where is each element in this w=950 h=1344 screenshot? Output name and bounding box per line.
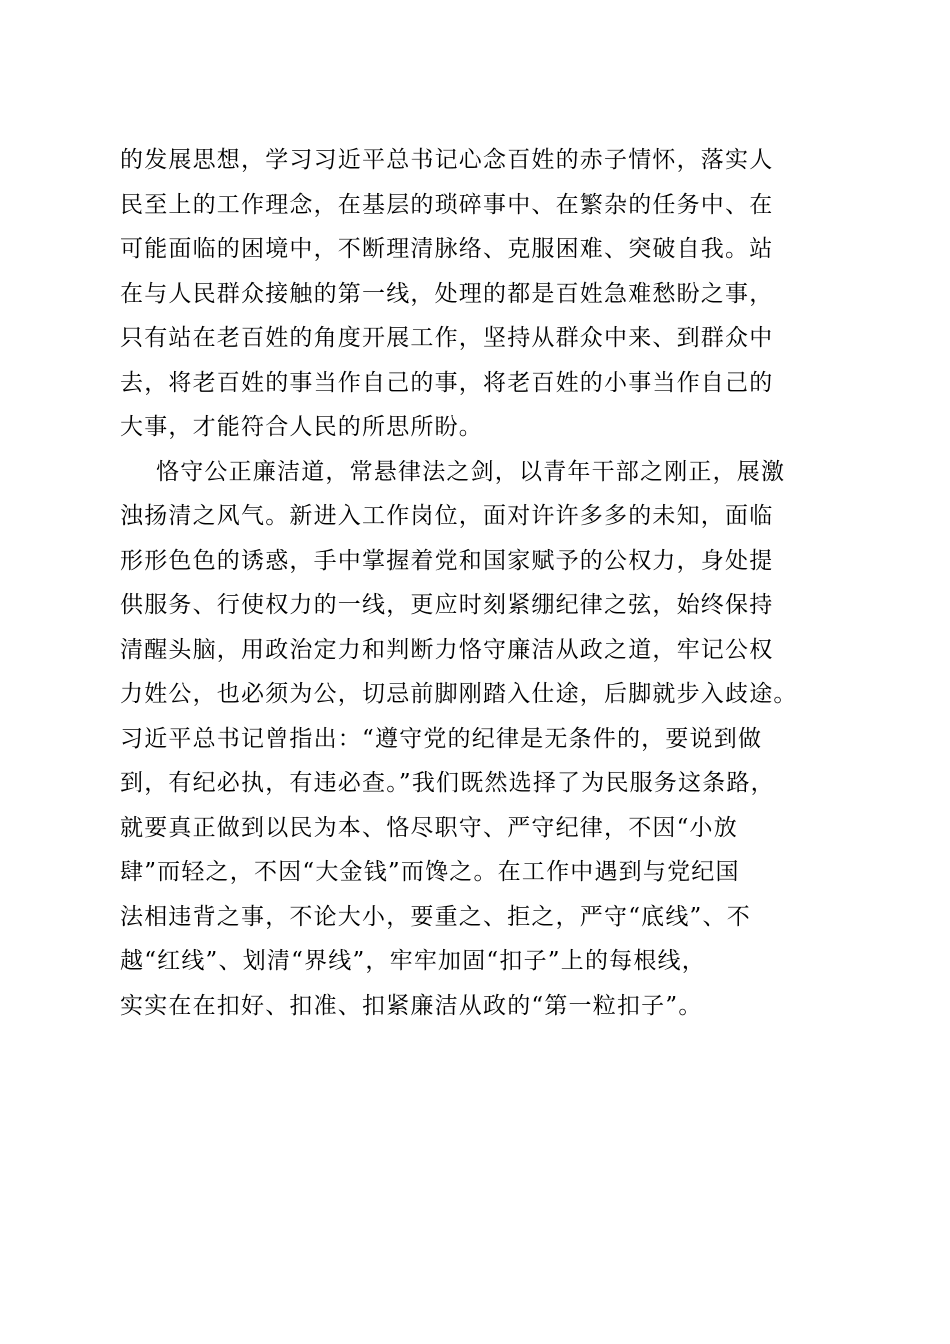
text-line: 越“红线”、划清“界线”，牢牢加固“扣子”上的每根线， bbox=[120, 948, 706, 974]
text-line: 力姓公，也必须为公，切忌前脚刚踏入仕途，后脚就步入歧途。 bbox=[120, 681, 798, 707]
text-line: 大事，才能符合人民的所思所盼。 bbox=[120, 414, 483, 440]
paragraph-2 bbox=[120, 450, 840, 1029]
text-line: 到，有纪必执，有违必查。”我们既然选择了为民服务这条路， bbox=[120, 770, 775, 796]
text-line: 肆”而轻之，不因“大金钱”而馋之。在工作中遇到与党纪国 bbox=[120, 859, 740, 885]
text-line: 供服务、行使权力的一线，更应时刻紧绷纪律之弦，始终保持 bbox=[120, 592, 774, 618]
text-line: 民至上的工作理念，在基层的琐碎事中、在繁杂的任务中、在 bbox=[120, 191, 774, 218]
text-line: 形形色色的诱惑，手中掌握着党和国家赋予的公权力，身处提 bbox=[120, 547, 774, 574]
text-line: 的发展思想，学习习近平总书记心念百姓的赤子情怀，落实人 bbox=[120, 147, 774, 173]
text-line: 去，将老百姓的事当作自己的事，将老百姓的小事当作自己的 bbox=[120, 369, 774, 396]
text-line: 清醒头脑，用政治定力和判断力恪守廉洁从政之道，牢记公权 bbox=[120, 636, 774, 663]
text-line: 习近平总书记曾指出：“遵守党的纪律是无条件的，要说到做 bbox=[120, 725, 763, 752]
text-line: 恪守公正廉洁道，常悬律法之剑，以青年干部之刚正，展激 bbox=[156, 458, 786, 485]
text-line: 只有站在老百姓的角度开展工作，坚持从群众中来、到群众中 bbox=[120, 325, 774, 351]
paragraph-1 bbox=[120, 138, 840, 450]
text-line: 可能面临的困境中，不断理清脉络、克服困难、突破自我。站 bbox=[120, 236, 774, 262]
text-line: 就要真正做到以民为本、恪尽职守、严守纪律，不因“小放 bbox=[120, 814, 738, 841]
text-line: 浊扬清之风气。新进入工作岗位，面对许许多多的未知，面临 bbox=[120, 503, 774, 529]
document-body bbox=[120, 138, 840, 1028]
text-line: 在与人民群众接触的第一线，处理的都是百姓急难愁盼之事， bbox=[120, 280, 774, 307]
text-line: 法相违背之事，不论大小，要重之、拒之，严守“底线”、不 bbox=[120, 903, 751, 930]
text-line: 实实在在扣好、扣准、扣紧廉洁从政的“第一粒扣子”。 bbox=[120, 992, 703, 1019]
